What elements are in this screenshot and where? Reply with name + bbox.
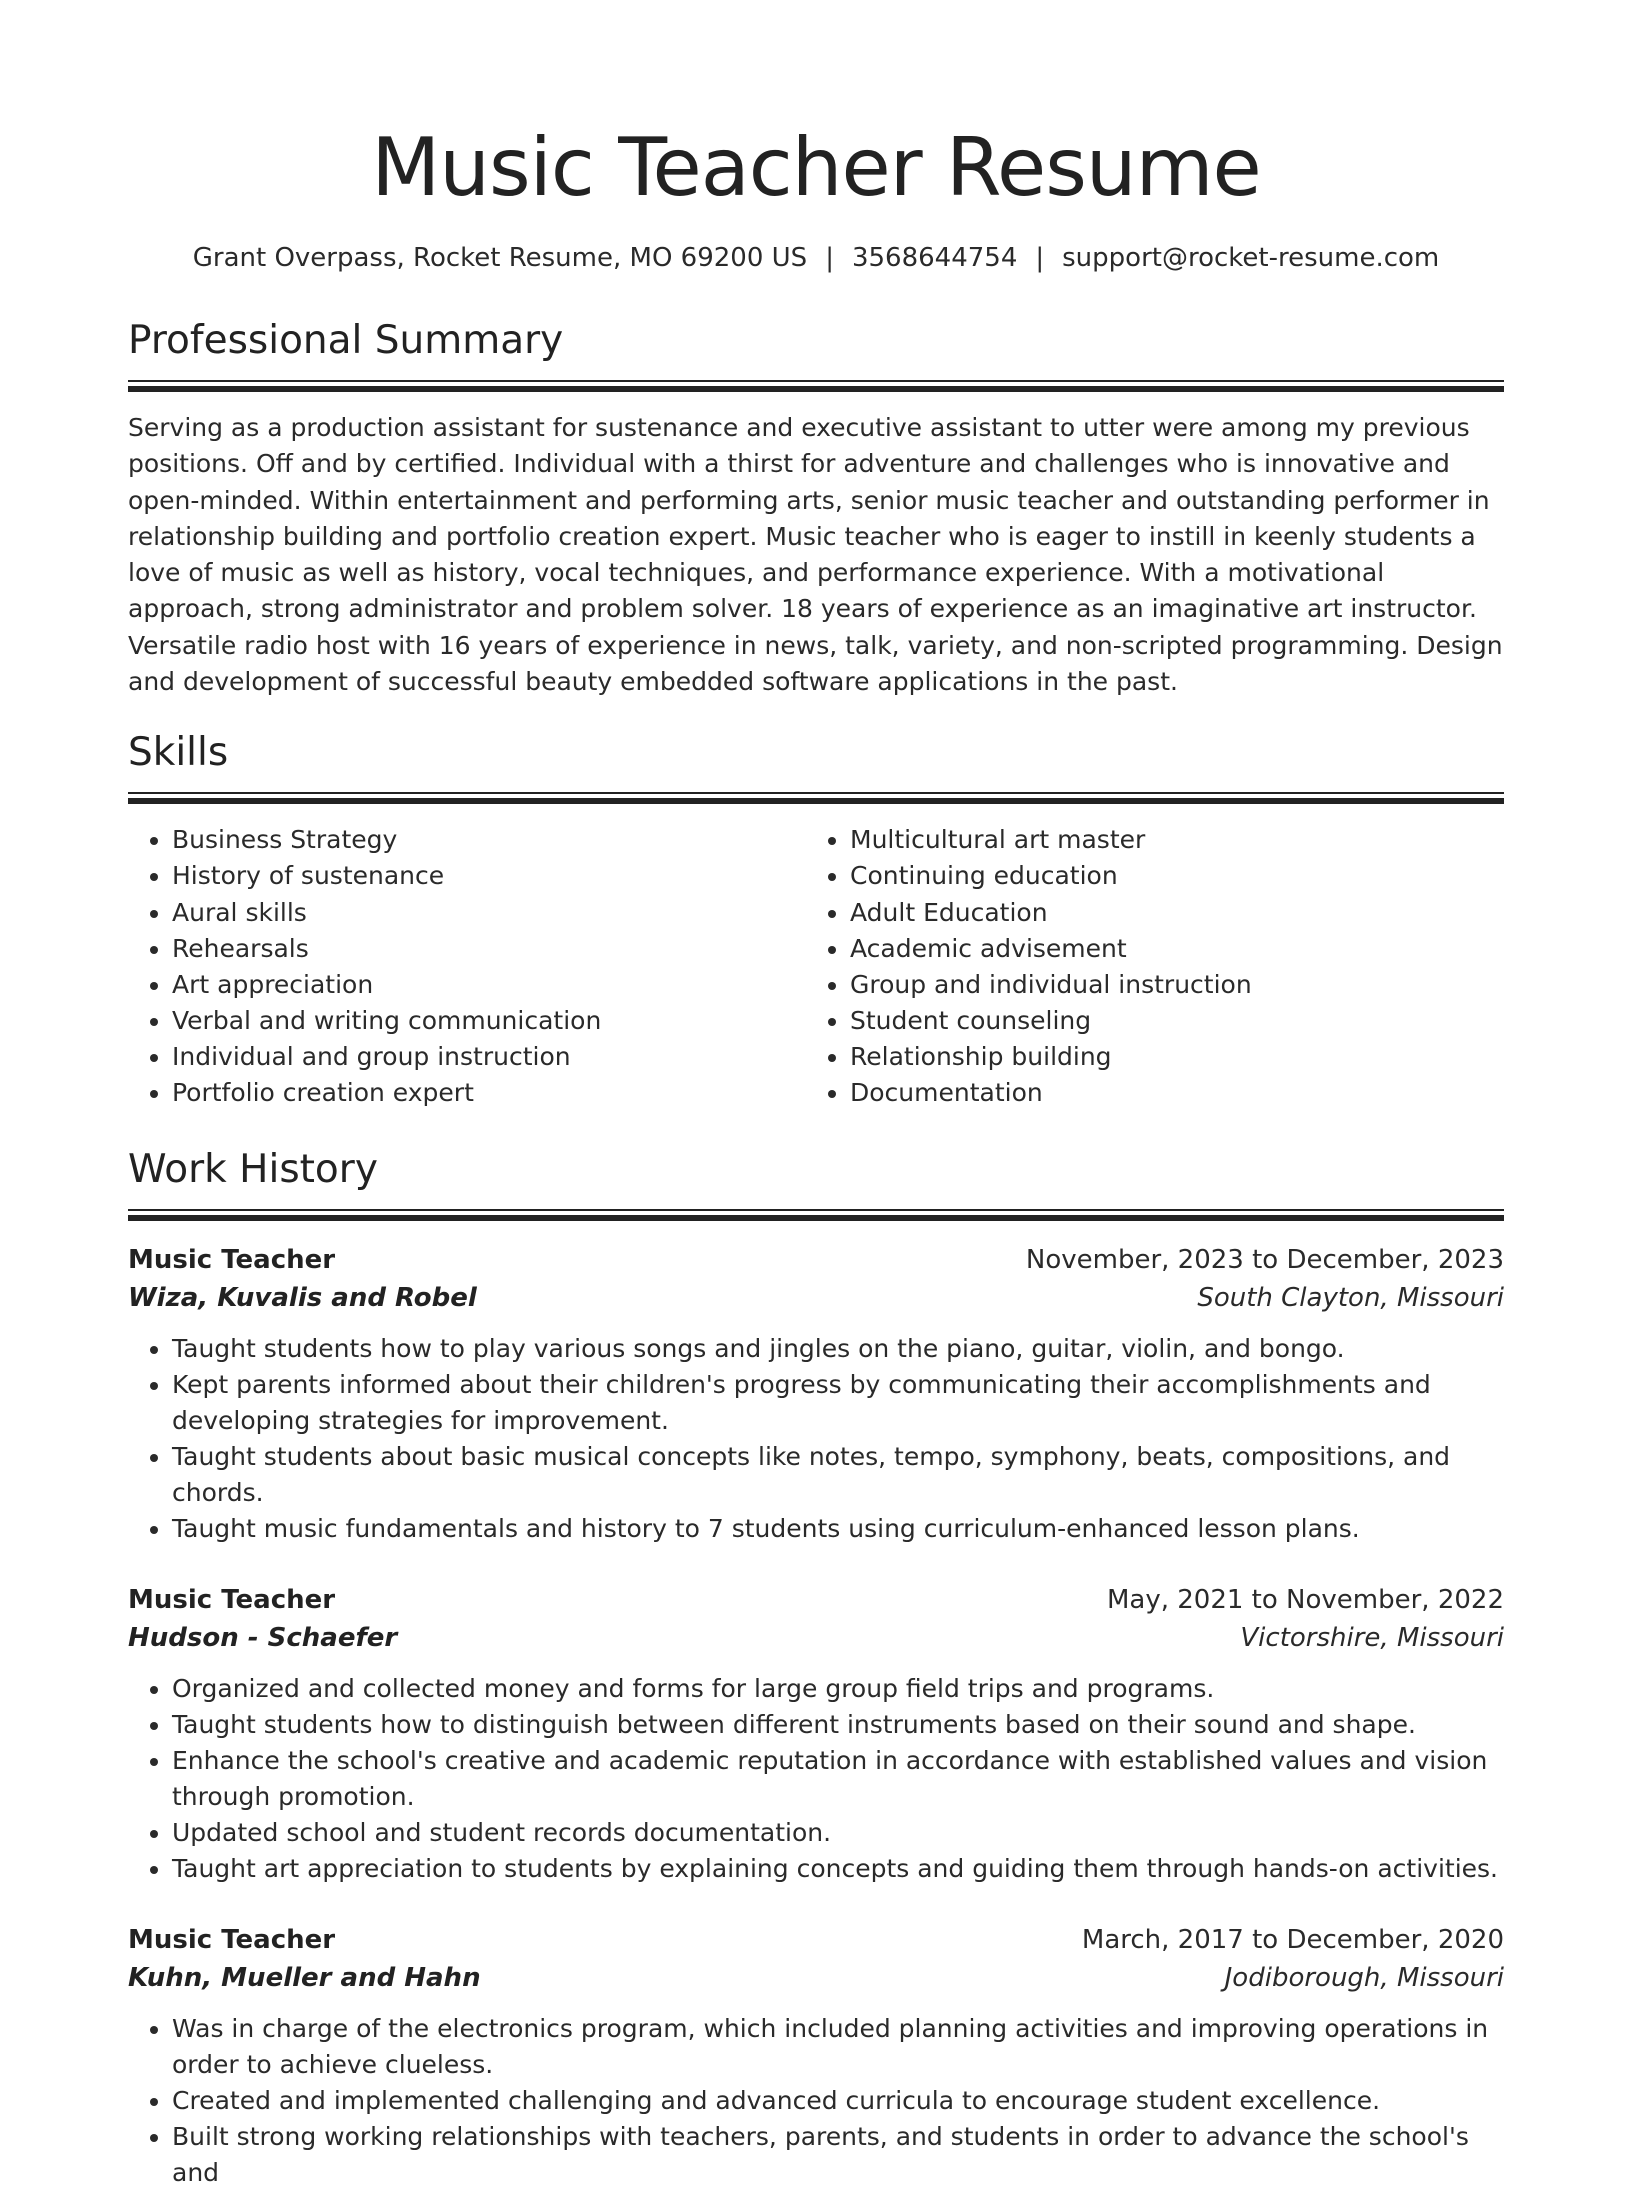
- job-company-row: [128, 1959, 1504, 1997]
- skill-item: • Group and individual instruction: [850, 967, 1484, 1003]
- job-duties-list: [128, 2011, 1504, 2191]
- skill-item: • Adult Education: [850, 895, 1484, 931]
- skill-item: • Art appreciation: [172, 967, 806, 1003]
- job-duty: • Taught students how to distinguish between different instruments based on their sound and shape.: [172, 1707, 1504, 1743]
- job-duties-list: [128, 1331, 1504, 1547]
- skill-item: • Portfolio creation expert: [172, 1075, 806, 1111]
- job-duty: • Taught students about basic musical concepts like notes, tempo, symphony, beats, compositions, and chords.: [172, 1439, 1504, 1511]
- skill-item: • Aural skills: [172, 895, 806, 931]
- contact-line: [128, 240, 1504, 276]
- job-entry: [128, 1241, 1504, 1547]
- job-entry: [128, 1921, 1504, 2191]
- work-history-section: [128, 1145, 1504, 2191]
- section-divider: [128, 1209, 1504, 1221]
- job-location: Jodiborough, Missouri: [1224, 1963, 1504, 1994]
- skill-item: • Individual and group instruction: [172, 1039, 806, 1075]
- job-company-row: [128, 1279, 1504, 1317]
- skill-item: • Verbal and writing communication: [172, 1003, 806, 1039]
- job-duty: • Updated school and student records documentation.: [172, 1815, 1504, 1851]
- job-title: Music Teacher: [128, 1245, 336, 1276]
- job-entry: [128, 1581, 1504, 1887]
- job-company: Kuhn, Mueller and Hahn: [128, 1963, 481, 1994]
- job-location: Victorshire, Missouri: [1240, 1623, 1504, 1654]
- section-heading-summary: Professional Summary: [128, 318, 564, 363]
- page-title: Music Teacher Resume: [371, 121, 1261, 214]
- job-dates: May, 2021 to November, 2022: [1106, 1585, 1504, 1616]
- skills-section: [128, 728, 1504, 1111]
- job-header-row: [128, 1241, 1504, 1279]
- contact-separator: |: [825, 243, 834, 273]
- job-duty: • Built strong working relationships with teachers, parents, and students in order to advance the school's and: [172, 2119, 1504, 2191]
- skill-item: • Academic advisement: [850, 931, 1484, 967]
- contact-phone: 3568644754: [851, 243, 1018, 273]
- job-duty: • Enhance the school's creative and academic reputation in accordance with established values and vision through promotion.: [172, 1743, 1504, 1815]
- section-divider: [128, 792, 1504, 804]
- skill-item: • Rehearsals: [172, 931, 806, 967]
- job-duty: • Taught students how to play various songs and jingles on the piano, guitar, violin, and bongo.: [172, 1331, 1504, 1367]
- skill-item: • Student counseling: [850, 1003, 1484, 1039]
- job-title: Music Teacher: [128, 1925, 336, 1956]
- job-company: Hudson - Schaefer: [128, 1623, 398, 1654]
- job-duty: • Taught art appreciation to students by explaining concepts and guiding them through hands-on activities.: [172, 1851, 1504, 1887]
- job-duty: • Organized and collected money and forms for large group field trips and programs.: [172, 1671, 1504, 1707]
- skill-item: • Continuing education: [850, 858, 1484, 894]
- contact-separator: |: [1035, 243, 1045, 273]
- resume-page: [128, 0, 1504, 2191]
- skill-item: • Relationship building: [850, 1039, 1484, 1075]
- contact-email: support@rocket-resume.com: [1062, 243, 1440, 273]
- job-header-row: [128, 1921, 1504, 1959]
- job-duties-list: [128, 1671, 1504, 1887]
- section-divider: [128, 380, 1504, 392]
- job-duty: • Created and implemented challenging and advanced curricula to encourage student excellence.: [172, 2083, 1504, 2119]
- job-header-row: [128, 1581, 1504, 1619]
- job-location: South Clayton, Missouri: [1197, 1283, 1504, 1314]
- job-company: Wiza, Kuvalis and Robel: [128, 1283, 477, 1314]
- job-duty: • Taught music fundamentals and history to 7 students using curriculum-enhanced lesson plans.: [172, 1511, 1504, 1547]
- summary-text: Serving as a production assistant for sustenance and executive assistant to utter were among my previous positions. Off and by certified. Individual with a thirst for adventure and challenges who is innovative and open-minded. Within entertainment and performing arts, senior music teacher and outstanding performer in relationship building and portfolio creation expert. Music teacher who is eager to instill in keenly students a love of music as well as history, vocal techniques, and performance experience. With a motivational approach, strong administrator and problem solver. 18 years of experience as an imaginative art instructor. Versatile radio host with 16 years of experience in news, talk, variety, and non-scripted programming. Design and development of successful beauty embedded software applications in the past.: [128, 413, 1503, 697]
- section-heading-skills: Skills: [128, 730, 229, 776]
- job-dates: November, 2023 to December, 2023: [1025, 1245, 1504, 1276]
- job-duty: • Was in charge of the electronics program, which included planning activities and improving operations in order to achieve clueless.: [172, 2011, 1504, 2083]
- skills-grid: [128, 822, 1504, 1111]
- skill-item: • History of sustenance: [172, 858, 806, 894]
- job-title: Music Teacher: [128, 1585, 336, 1616]
- contact-address: Grant Overpass, Rocket Resume, MO 69200 US: [192, 243, 808, 273]
- job-dates: March, 2017 to December, 2020: [1081, 1925, 1504, 1956]
- job-company-row: [128, 1619, 1504, 1657]
- skills-column-left: [128, 822, 806, 1111]
- skill-item: • Business Strategy: [172, 822, 806, 858]
- skill-item: • Documentation: [850, 1075, 1484, 1111]
- section-heading-work-history: Work History: [128, 1147, 378, 1193]
- skill-item: • Multicultural art master: [850, 822, 1484, 858]
- skills-column-right: [806, 822, 1484, 1111]
- professional-summary-section: [128, 316, 1504, 700]
- job-duty: • Kept parents informed about their children's progress by communicating their accomplishments and developing strategies for improvement.: [172, 1367, 1504, 1439]
